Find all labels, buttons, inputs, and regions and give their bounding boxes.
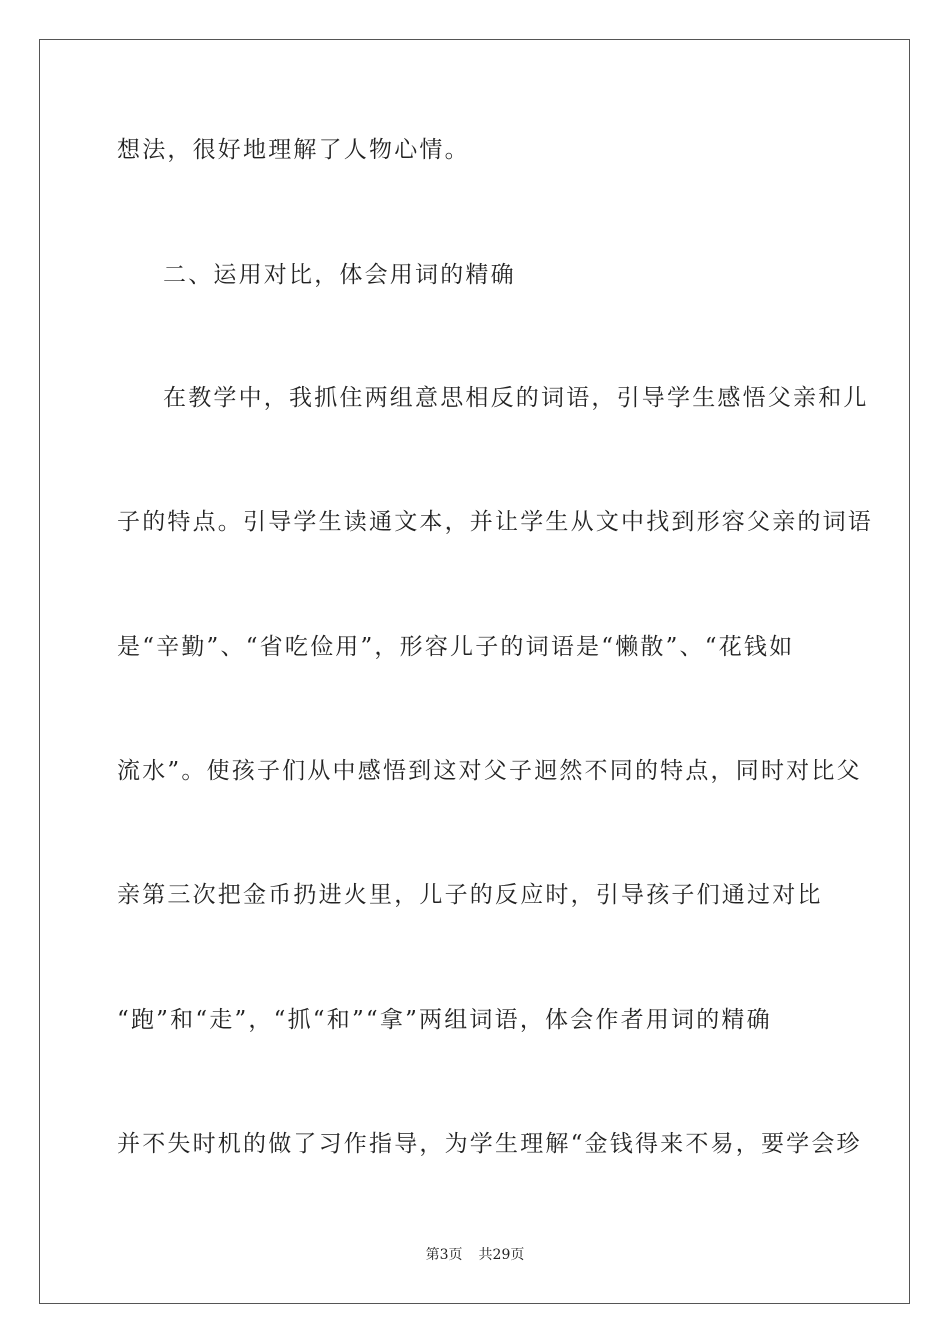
page-border — [39, 39, 910, 1304]
text-line-6: 流水”。使孩子们从中感悟到这对父子迥然不同的特点，同时对比父 — [117, 758, 862, 784]
text-line-7: 亲第三次把金币扔进火里，儿子的反应时，引导孩子们通过对比 — [117, 882, 823, 908]
section-heading: 二、运用对比，体会用词的精确 — [163, 262, 516, 288]
text-line-3: 在教学中，我抓住两组意思相反的词语，引导学生感悟父亲和儿 — [163, 385, 869, 411]
page-number: 第3页 — [425, 1247, 463, 1263]
text-line-4: 子的特点。引导学生读通文本，并让学生从文中找到形容父亲的词语 — [117, 509, 873, 535]
page-footer — [0, 1245, 950, 1265]
text-line-9: 并不失时机的做了习作指导，为学生理解“金钱得来不易，要学会珍 — [117, 1131, 862, 1157]
text-line-5: 是“辛勤”、“省吃俭用”，形容儿子的词语是“懒散”、“花钱如 — [117, 634, 795, 660]
text-line-1: 想法，很好地理解了人物心情。 — [117, 137, 470, 163]
text-line-8: “跑”和“走”，“抓“和”“拿”两组词语，体会作者用词的精确 — [117, 1007, 772, 1033]
page-total: 共29页 — [478, 1247, 525, 1263]
